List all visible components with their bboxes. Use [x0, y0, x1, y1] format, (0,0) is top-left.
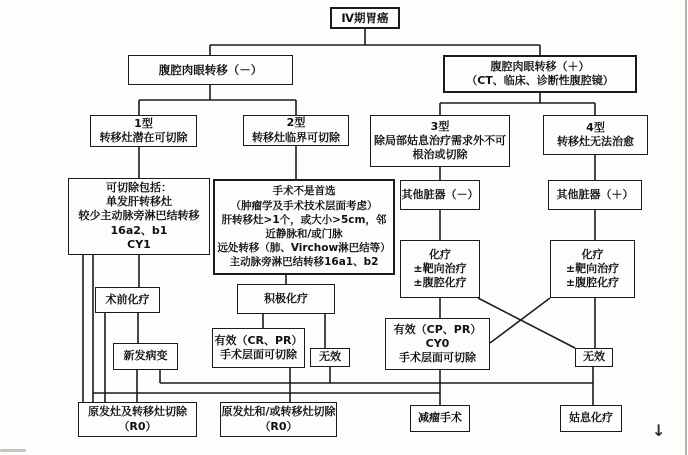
node-r0-resection-primary-and-mets — [78, 402, 197, 437]
label-line: 近静脉和/或门脉 — [265, 228, 343, 240]
label-line: 4型 — [586, 120, 605, 134]
label-line: 其他脏器（－） — [401, 187, 479, 201]
label-line: 化疗 — [429, 247, 451, 261]
node-debulking-surgery — [410, 405, 470, 432]
label-line: 转移灶无法治愈 — [557, 135, 634, 148]
node-effective-cr-pr — [212, 328, 305, 368]
label-line: 术前化疗 — [105, 292, 150, 306]
node-type1 — [90, 115, 197, 147]
label-line: 腹腔肉眼转移（－） — [158, 62, 263, 77]
node-palliative-chemo — [560, 405, 622, 432]
label-line: 2型 — [286, 116, 306, 130]
scan-artifact-right-edge — [685, 0, 687, 455]
label-line: 原发灶和/或转移灶切除 — [221, 405, 336, 419]
node-chemo-targeted-ip-left — [400, 240, 480, 298]
label-line: 根治或切除 — [412, 148, 468, 162]
label-line: 1型 — [134, 116, 153, 130]
label-line: 手术层面可切除 — [399, 351, 476, 365]
label-line: 手术不是首选 — [272, 185, 336, 198]
label-line: （CT、临床、诊断性腹腔镜） — [466, 74, 614, 87]
label-line: 转移灶潜在可切除 — [99, 131, 188, 144]
label-line: （肿瘤学及手术技术层面考虑） — [230, 199, 378, 212]
node-surgery-not-first-choice — [213, 179, 395, 275]
label-line: 手术层面可切除 — [220, 348, 297, 361]
node-chemo-targeted-ip-right — [550, 240, 635, 298]
label-line: 转移灶临界可切除 — [252, 130, 340, 144]
label-line: （R0） — [259, 419, 298, 433]
label-line: 腹腔肉眼转移（＋） — [490, 59, 590, 73]
label-line: 16a2、b1 — [110, 223, 168, 237]
label-line: 其他脏器（＋） — [556, 187, 634, 201]
label-line: （R0） — [118, 419, 157, 433]
text-cursor-icon: ↓ — [652, 421, 666, 440]
node-r0-resection-primary-andor-mets — [220, 402, 337, 437]
label-line: 单发肝转移灶 — [106, 195, 172, 209]
node-peritoneal-mets-negative — [128, 55, 293, 85]
node-type3 — [370, 115, 510, 167]
label-line: Ⅳ期胃癌 — [341, 10, 389, 25]
label-line: 3型 — [430, 119, 450, 133]
node-new-lesion — [113, 343, 178, 370]
label-line: 化疗 — [581, 247, 604, 261]
node-other-organs-negative — [400, 180, 480, 210]
node-effective-cp-pr-cy0 — [385, 318, 490, 370]
node-peritoneal-mets-positive — [443, 55, 637, 93]
label-line: 肝转移灶>1个，或大小>5cm，邻 — [221, 213, 387, 226]
label-line: ±靶向治疗 — [565, 261, 620, 275]
label-line: ±腹腔化疗 — [413, 276, 467, 290]
label-line: 远处转移（肺、Virchow淋巴结等） — [217, 242, 391, 255]
label-line: ±靶向治疗 — [413, 261, 467, 275]
node-resectable-criteria — [68, 178, 210, 255]
scan-artifact-smudge — [0, 449, 26, 452]
label-line: CY0 — [425, 336, 450, 350]
label-line: 有效（CP、PR） — [393, 322, 482, 336]
node-ineffective-left — [310, 348, 350, 367]
node-other-organs-positive — [548, 180, 642, 210]
label-line: 除局部姑息治疗需求外不可 — [374, 133, 506, 147]
node-type2 — [243, 115, 349, 146]
label-line: 主动脉旁淋巴结转移16a1、b2 — [229, 256, 379, 269]
label-line: 有效（CR、PR） — [214, 333, 303, 347]
label-line: 无效 — [583, 350, 605, 364]
label-line: 可切除包括： — [106, 180, 172, 194]
label-line: CY1 — [127, 237, 151, 251]
label-line: 无效 — [319, 350, 341, 364]
node-preop-chemo — [95, 287, 160, 313]
label-line: 姑息化疗 — [569, 411, 613, 425]
label-line: 积极化疗 — [264, 291, 308, 305]
label-line: 较少主动脉旁淋巴结转移 — [78, 209, 200, 223]
node-active-chemo — [237, 284, 335, 314]
node-type4 — [543, 115, 648, 155]
node-ineffective-right — [575, 348, 613, 367]
label-line: ±腹腔化疗 — [565, 276, 620, 290]
node-stage-iv-gastric-cancer — [330, 7, 400, 29]
label-line: 新发病变 — [123, 349, 168, 363]
label-line: 原发灶及转移灶切除 — [88, 405, 187, 419]
label-line: 减瘤手术 — [418, 411, 462, 425]
